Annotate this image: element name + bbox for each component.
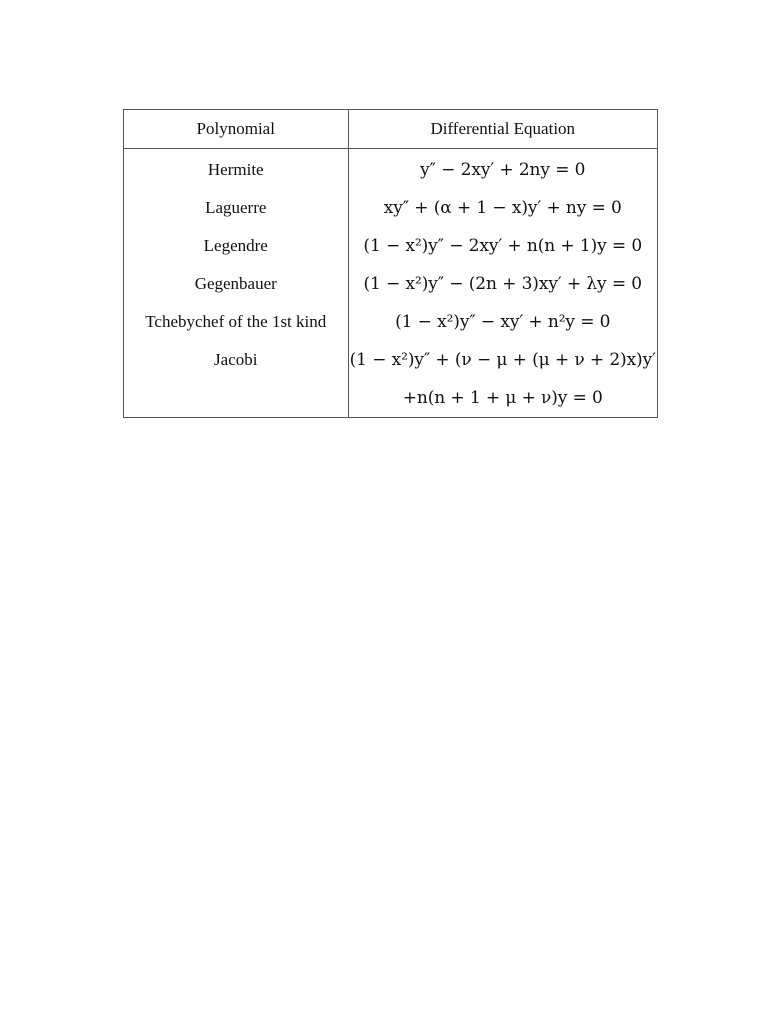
header-differential-equation: Differential Equation: [348, 110, 657, 149]
differential-equation: y″ − 2xy′ + 2ny = 0: [420, 160, 586, 180]
polynomial-name: Gegenbauer: [124, 265, 348, 303]
differential-equation: xy″ + (α + 1 − x)y′ + ny = 0: [383, 198, 622, 218]
differential-equation: (1 − x²)y″ − (2n + 3)xy′ + λy = 0: [363, 274, 642, 294]
table-row: [124, 379, 657, 417]
table-row: [124, 341, 657, 379]
table-row: [124, 227, 657, 265]
polynomial-name: Jacobi: [124, 341, 348, 379]
header-polynomial: Polynomial: [124, 110, 348, 149]
differential-equation: (1 − x²)y″ − xy′ + n²y = 0: [395, 312, 611, 332]
polynomial-name: [124, 379, 348, 417]
table-header-row: [124, 110, 657, 149]
table-row: [124, 265, 657, 303]
table-row: [124, 303, 657, 341]
polynomial-table: [123, 109, 658, 418]
polynomial-name: Legendre: [124, 227, 348, 265]
differential-equation: (1 − x²)y″ − 2xy′ + n(n + 1)y = 0: [363, 236, 643, 256]
differential-equation: +n(n + 1 + μ + ν)y = 0: [402, 388, 603, 408]
polynomial-name: Hermite: [124, 149, 348, 190]
table-row: [124, 149, 657, 190]
polynomial-name: Tchebychef of the 1st kind: [124, 303, 348, 341]
polynomial-name: Laguerre: [124, 189, 348, 227]
table-row: [124, 189, 657, 227]
polynomial-equation-table: [124, 110, 657, 417]
differential-equation: (1 − x²)y″ + (ν − μ + (μ + ν + 2)x)y′: [349, 350, 656, 370]
